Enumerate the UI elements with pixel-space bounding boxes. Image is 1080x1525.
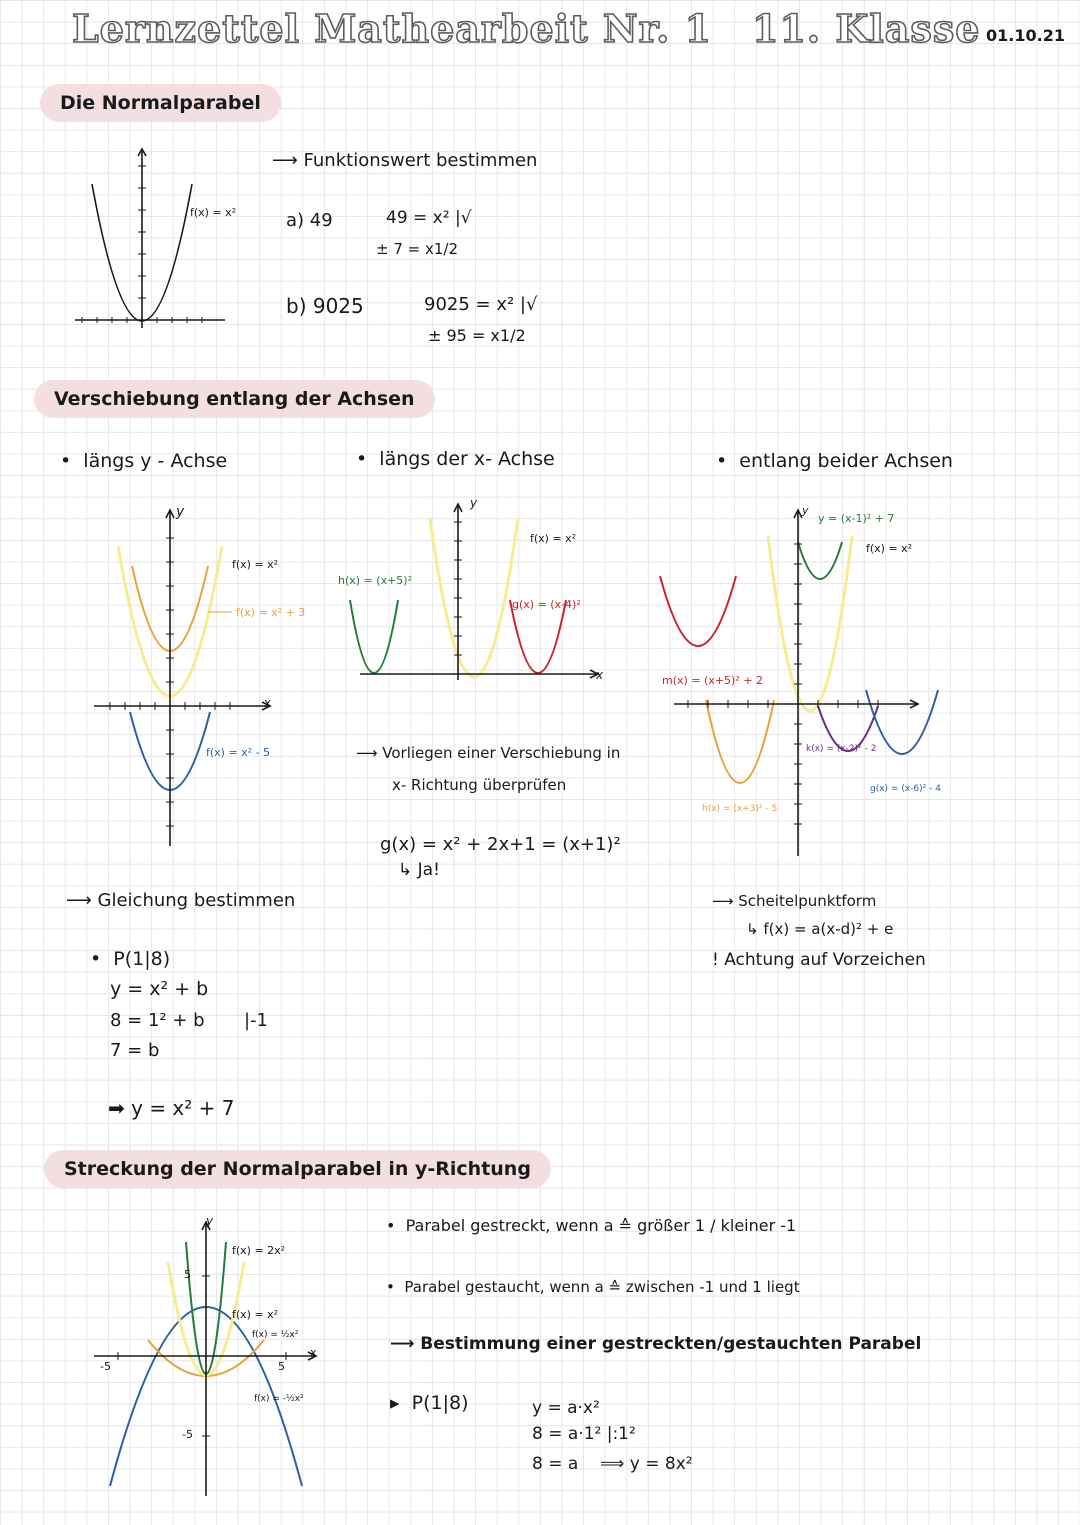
streckung-f-label: f(x) = x²: [232, 1308, 279, 1321]
grade: 11. Klasse: [752, 6, 981, 51]
part-b-line2: ± 95 = x1/2: [428, 326, 526, 345]
laengs-x-f-label: f(x) = x²: [530, 532, 577, 545]
vorzeichen-warning: ! Achtung auf Vorzeichen: [712, 950, 926, 970]
beide-heading: • entlang beider Achsen: [716, 450, 953, 472]
parabola-f-yellow: [430, 518, 518, 677]
laengs-y-f-label: f(x) = x²: [232, 558, 279, 571]
streckung-point: ▸ P(1|8): [390, 1392, 469, 1414]
scheitel-formula: ↳ f(x) = a(x-d)² + e: [746, 920, 894, 938]
streckung-l1: y = a·x²: [532, 1398, 600, 1418]
date: 01.10.21: [986, 26, 1065, 45]
gleichung-result: ➡ y = x² + 7: [108, 1096, 235, 1120]
gleichung-result-text: y = x² + 7: [131, 1096, 235, 1120]
streckung-tick-y-pos: 5: [184, 1268, 191, 1281]
laengs-y-f5-label: f(x) = x² - 5: [206, 746, 271, 759]
streckung-axis-x: x: [310, 1346, 317, 1359]
laengs-y-axis-x: x: [264, 696, 272, 710]
beide-label: entlang beider Achsen: [739, 450, 953, 472]
check-equation: g(x) = x² + 2x+1 = (x+1)²: [380, 834, 621, 855]
check-line2: x- Richtung überprüfen: [392, 776, 567, 794]
streckung-l2: 8 = a·1² |:1²: [532, 1424, 636, 1444]
gleichung-l3: 7 = b: [110, 1040, 160, 1061]
part-b-line1: 9025 = x² |√: [424, 294, 538, 315]
part-a-line2: ± 7 = x1/2: [376, 240, 459, 258]
streckung-bullet1: • Parabel gestreckt, wenn a ≙ größer 1 / kleiner -1: [386, 1216, 797, 1235]
gleichung-l1: y = x² + b: [110, 978, 209, 1000]
streckung-tick-x-pos: 5: [278, 1360, 285, 1373]
beide-k-label: k(x) = (x-2)² - 2: [806, 744, 877, 754]
streckung-tick-x-neg: -5: [100, 1360, 111, 1373]
parabola-f-yellow: [768, 536, 852, 711]
gleichung-heading: ⟶ Gleichung bestimmen: [66, 890, 296, 911]
check-line1-text: Vorliegen einer Verschiebung in: [382, 744, 621, 762]
streckung-f2-label: f(x) = 2x²: [232, 1244, 286, 1257]
gleichung-l2: 8 = 1² + b: [110, 1010, 205, 1031]
streckung-arrow-text: Bestimmung einer gestreckten/gestauchten Parabel: [420, 1334, 922, 1354]
beide-h-label: h(x) = (x+3)² - 5: [702, 804, 778, 814]
laengs-x-axis-x: x: [596, 668, 604, 682]
funktionswert-heading: ⟶ Funktionswert bestimmen: [272, 150, 538, 171]
laengs-y-f3-label: f(x) = x² + 3: [236, 606, 306, 619]
beide-m-label: m(x) = (x+5)² + 2: [662, 674, 763, 687]
parabola-h-green: [350, 600, 398, 673]
laengs-y-label: längs y - Achse: [83, 450, 228, 472]
laengs-y-heading: • längs y - Achse: [60, 450, 228, 472]
normalparabel-label: f(x) = x²: [190, 206, 237, 219]
streckung-bullet2-text: Parabel gestaucht, wenn a ≙ zwischen -1 und 1 liegt: [404, 1278, 800, 1296]
part-a-line1: 49 = x² |√: [386, 208, 472, 228]
gleichung-l2-op: |-1: [244, 1010, 269, 1031]
section-streckung: Streckung der Normalparabel in y-Richtung: [44, 1150, 551, 1188]
check-answer: ↳ Ja!: [398, 860, 440, 880]
gleichung-label: Gleichung bestimmen: [97, 890, 296, 911]
beide-g-label: g(x) = (x-6)² - 4: [870, 784, 941, 794]
scheitel-label: Scheitelpunktform: [738, 892, 877, 910]
streckung-result: ⟹ y = 8x²: [600, 1454, 693, 1474]
laengs-x-g-label: g(x) = (x-4)²: [512, 598, 581, 611]
laengs-y-graph: [90, 506, 290, 846]
part-a: a) 49: [286, 210, 333, 231]
beide-y-label: y = (x-1)² + 7: [818, 512, 895, 525]
check-line1: ⟶ Vorliegen einer Verschiebung in: [356, 744, 621, 762]
streckung-fhalf-label: f(x) = ½x²: [252, 1330, 299, 1340]
streckung-axis-y: y: [206, 1214, 214, 1228]
beide-axis-y: y: [802, 504, 809, 517]
scheitel-heading: ⟶ Scheitelpunktform: [712, 892, 877, 910]
streckung-bullet1-text: Parabel gestreckt, wenn a ≙ größer 1 / kleiner -1: [405, 1216, 797, 1235]
streckung-tick-y-neg: -5: [182, 1428, 193, 1441]
section-normalparabel: Die Normalparabel: [40, 84, 281, 122]
parabola-g-blue: [866, 690, 938, 754]
streckung-arrow: ⟶ Bestimmung einer gestreckten/gestauchten Parabel: [390, 1334, 922, 1354]
laengs-x-h-label: h(x) = (x+5)²: [338, 574, 412, 587]
part-b: b) 9025: [286, 294, 364, 318]
section-verschiebung: Verschiebung entlang der Achsen: [34, 380, 435, 418]
laengs-x-label: längs der x- Achse: [379, 448, 555, 470]
streckung-l3: 8 = a: [532, 1454, 579, 1474]
title: Lernzettel Mathearbeit Nr. 1: [72, 6, 713, 51]
normalparabel-graph: [70, 148, 230, 338]
streckung-fneg-label: f(x) = -½x²: [254, 1394, 304, 1404]
parabola-h-orange: [706, 700, 774, 783]
streckung-point-label: P(1|8): [411, 1392, 469, 1414]
beide-f-label: f(x) = x²: [866, 542, 913, 555]
laengs-x-heading: • längs der x- Achse: [356, 448, 555, 470]
parabola-m-red: [660, 576, 736, 646]
laengs-x-axis-y: y: [470, 496, 478, 510]
gleichung-point-label: P(1|8): [113, 948, 171, 970]
streckung-graph: [90, 1218, 340, 1498]
laengs-y-axis-y: y: [176, 504, 185, 520]
streckung-bullet2: • Parabel gestaucht, wenn a ≙ zwischen -1 und 1 liegt: [386, 1278, 800, 1296]
parabola-y-green: [798, 542, 842, 579]
funktionswert-label: Funktionswert bestimmen: [303, 150, 538, 171]
gleichung-point: • P(1|8): [90, 948, 171, 970]
